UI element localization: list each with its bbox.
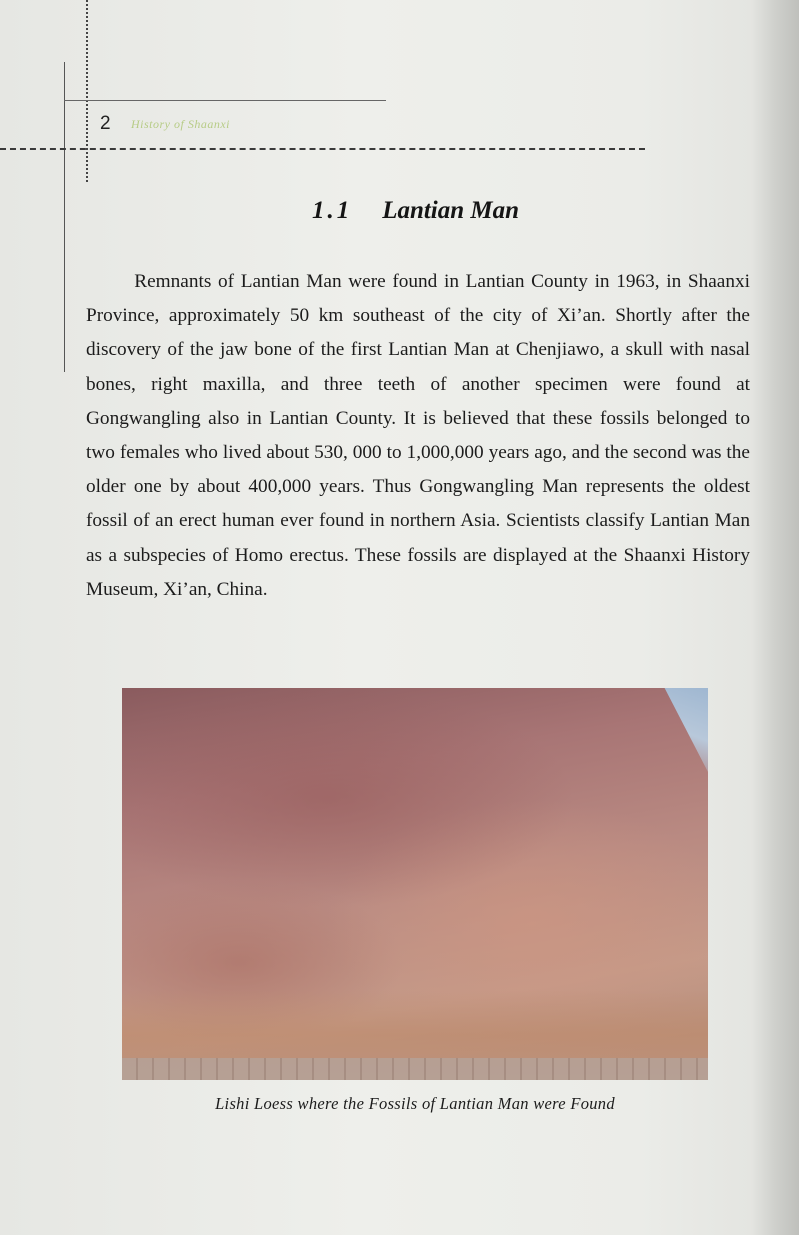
figure-photo-loess [122, 688, 708, 1080]
section-title: Lantian Man [382, 197, 520, 224]
photo-sky [646, 688, 708, 772]
page-number: 2 [100, 113, 111, 134]
running-head: History of Shaanxi [131, 117, 230, 131]
figure-caption: Lishi Loess where the Fossils of Lantian Man were Found [215, 1094, 615, 1113]
section-number: 1.1 [311, 197, 353, 224]
section-heading [0, 197, 799, 225]
margin-dotted-line [86, 0, 88, 182]
photo-pavement [122, 1058, 708, 1080]
header-dashed-line [0, 148, 645, 150]
header-rule [64, 100, 386, 101]
body-paragraph: Remnants of Lantian Man were found in Lantian County in 1963, in Shaanxi Province, approximately 50 km southeast of the city of Xi’an. Shortly after the discovery of the jaw bone of the first Lantian Man at Chenjiawo, a skull with nasal bones, right maxilla, and three teeth of another specimen were found at Gongwangling also in Lantian County. It is believed that these fossils belonged to two females who lived about 530, 000 to 1,000,000 years ago, and the second was the older one by about 400,000 years. Thus Gongwangling Man represents the oldest fossil of an erect human ever found in northern Asia. Scientists classify Lantian Man as a subspecies of Homo erectus. These fossils are displayed at the Shaanxi History Museum, Xi’an, China. [86, 271, 750, 600]
